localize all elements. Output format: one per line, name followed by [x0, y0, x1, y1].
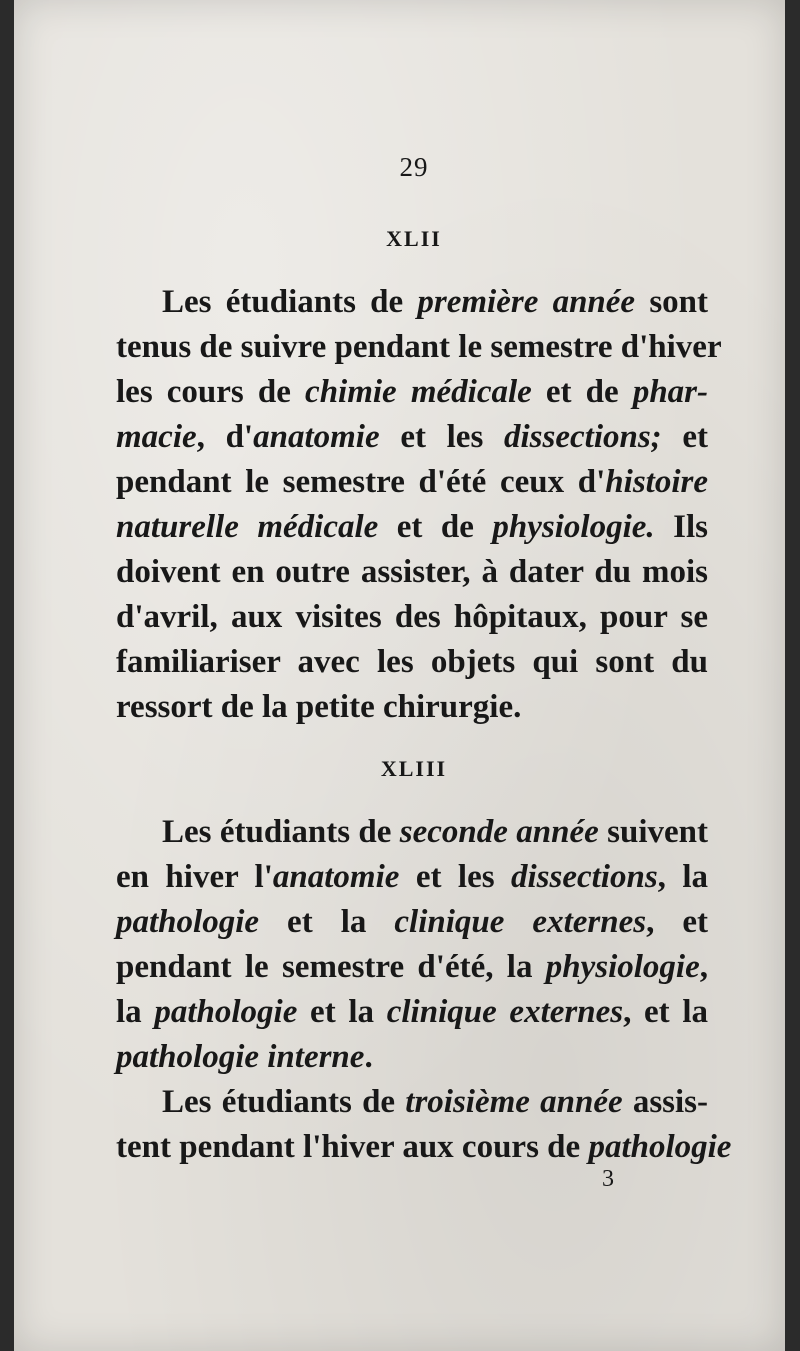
italic-term: clinique externes	[394, 904, 647, 940]
italic-term: pathologie	[116, 904, 260, 940]
italic-term: anatomie	[253, 419, 380, 455]
text-line: la pathologie et la clinique externes, et la	[116, 994, 708, 1030]
italic-term: pathologie	[154, 994, 298, 1030]
italic-term: macie	[116, 419, 197, 455]
italic-term: anatomie	[272, 859, 400, 895]
italic-term: dissections	[510, 859, 658, 895]
text-line: ressort de la petite chirurgie.	[116, 689, 522, 725]
italic-term: première année	[417, 284, 636, 320]
italic-term: seconde année	[399, 814, 599, 850]
text-line: familiariser avec les objets qui sont du	[116, 644, 708, 680]
text-line: macie, d'anatomie et les dissections; et	[116, 419, 708, 455]
book-page	[14, 0, 785, 1351]
italic-term: chimie médicale	[305, 374, 532, 410]
text-line: pendant le semestre d'été, la physiologie,	[116, 949, 708, 985]
italic-term: clinique externes	[386, 994, 624, 1030]
paragraph-xliii	[116, 810, 708, 1080]
paragraph-xliii-continuation	[116, 1080, 732, 1170]
paragraph-xlii	[116, 280, 722, 730]
italic-term: naturelle médicale	[116, 509, 379, 545]
italic-term: pathologie interne	[116, 1039, 365, 1075]
signature-mark: 3	[602, 1166, 614, 1192]
italic-term: pathologie	[588, 1129, 732, 1165]
text-line: Les étudiants de troisième année assis-	[162, 1084, 709, 1120]
italic-term: dissections;	[504, 419, 662, 455]
text-line: Les étudiants de seconde année suivent	[162, 814, 708, 850]
text-line: tent pendant l'hiver aux cours de pathologie	[116, 1129, 732, 1165]
italic-term: troisième année	[405, 1084, 623, 1120]
text-line: en hiver l'anatomie et les dissections, la	[116, 859, 709, 895]
italic-term: histoire	[605, 464, 708, 500]
text-line: Les étudiants de première année sont	[162, 284, 709, 320]
text-line: d'avril, aux visites des hôpitaux, pour se	[116, 599, 708, 635]
text-line: pendant le semestre d'été ceux d'histoire	[116, 464, 708, 500]
text-line: naturelle médicale et de physiologie. Ils	[116, 509, 708, 545]
italic-term: physiologie.	[492, 509, 655, 545]
text-line: doivent en outre assister, à dater du mois	[116, 554, 708, 590]
text-line: tenus de suivre pendant le semestre d'hiver	[116, 329, 722, 365]
section-heading-xlii: XLII	[386, 226, 442, 251]
italic-term: phar-	[632, 374, 708, 410]
text-line: les cours de chimie médicale et de phar-	[116, 374, 708, 410]
page-number: 29	[399, 152, 429, 182]
section-heading-xliii: XLIII	[380, 756, 448, 781]
text-line: pathologie interne.	[116, 1039, 373, 1075]
text-line: pathologie et la clinique externes, et	[116, 904, 709, 940]
italic-term: physiologie	[545, 949, 700, 985]
